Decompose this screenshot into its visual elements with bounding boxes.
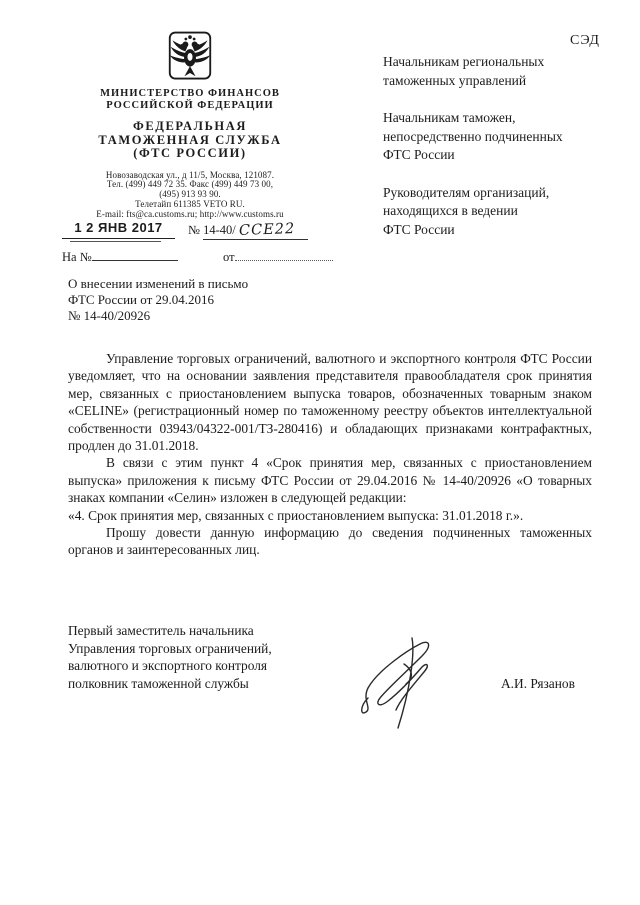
blank-line [92, 248, 178, 261]
recipient-line: непосредственно подчиненных [383, 128, 563, 144]
recipient-line: находящихся в ведении [383, 203, 518, 218]
ministry-line: МИНИСТЕРСТВО ФИНАНСОВ [100, 88, 280, 99]
subject-line: О внесении изменений в письмо [68, 276, 249, 291]
signer-name: А.И. Рязанов [501, 676, 575, 691]
recipients-block [383, 53, 618, 258]
agency-line: (ФТС РОССИИ) [133, 146, 247, 160]
na-label: На № [62, 250, 92, 264]
recipient-line: Начальникам региональных [383, 54, 545, 69]
recipient-line: таможенных управлений [383, 72, 527, 88]
agency-line: ФЕДЕРАЛЬНАЯ [132, 119, 248, 133]
recipient [383, 184, 618, 240]
blank-line [235, 248, 333, 261]
recipient-line: ФТС России [383, 221, 455, 237]
signer-title [68, 622, 272, 692]
body-paragraph: Прошу довести данную информацию до сведения подчиненных таможенных органов и заинтересованных лиц. [68, 525, 592, 558]
phone-line: (495) 913 93 90. [159, 189, 221, 200]
outgoing-number [188, 222, 308, 240]
agency-name [65, 120, 315, 161]
handwritten-signature [352, 634, 464, 735]
recipient-line: Начальникам таможен, [383, 110, 516, 125]
handwritten-number: ССЕ22 [238, 221, 296, 239]
sed-mark: СЭД [570, 33, 600, 48]
reply-to-number [62, 248, 178, 265]
number-prefix: 14-40/ [203, 223, 239, 237]
ministry-line: РОССИЙСКОЙ ФЕДЕРАЦИИ [106, 99, 274, 111]
body-paragraph: В связи с этим пункт 4 «Срок принятия мер, связанных с приостановлением выпуска» приложения к письму ФТС России от 29.04.2016 № 14-40/20926 «О товарных знаках компании «Селин» изложен в следующей редакции: [68, 455, 592, 506]
recipient-line: ФТС России [383, 147, 455, 162]
subject-block [68, 276, 248, 324]
signer-title-line: Первый заместитель начальника [68, 623, 254, 638]
contact-block [65, 171, 315, 220]
letter-body [68, 350, 592, 559]
recipient-line: Руководителям организаций, [383, 184, 550, 200]
recipient [383, 53, 618, 90]
signer-title-line: полковник таможенной службы [68, 675, 249, 691]
date-stamp: 1 2 ЯНВ 2017 [62, 220, 175, 239]
letterhead [65, 31, 315, 219]
ministry-name [65, 88, 315, 111]
signer-title-line: Управления торговых ограничений, [68, 640, 272, 656]
teletype-line: Телетайп 611385 VETO RU. [135, 198, 245, 209]
subject-line: ФТС России от 29.04.2016 [68, 292, 215, 307]
body-paragraph: «4. Срок принятия мер, связанных с приостановлением выпуска: 31.01.2018 г.». [68, 507, 524, 523]
ot-label: от [223, 250, 235, 264]
reply-to-date [223, 248, 333, 265]
address-line: Новозаводская ул., д 11/5, Москва, 121087. [105, 169, 275, 180]
body-paragraph: Управление торговых ограничений, валютного и экспортного контроля ФТС России уведомляет, что на основании заявления представителя правообладателя срок принятия мер, связанных с приостановлением выпуска товаров, обозначенных товарным знаком «CELINE» (регистрационный номер по таможенному реестру объектов интеллектуальной собственности 03943/04322-001/ТЗ-280416) и обладающих признаками контрафактных, продлен до 31.01.2018. [68, 351, 592, 454]
number-sign: № [188, 223, 204, 237]
signer-title-line: валютного и экспортного контроля [68, 658, 268, 674]
phone-line: Тел. (499) 449 72 35. Факс (499) 449 73 00, [106, 179, 274, 190]
email-line: E-mail: fts@ca.customs.ru; http://www.customs.ru [96, 208, 284, 219]
recipient [383, 109, 618, 165]
agency-line: ТАМОЖЕННАЯ СЛУЖБА [98, 132, 282, 147]
subject-line: № 14-40/20926 [68, 308, 151, 323]
russia-coat-of-arms-icon [167, 31, 213, 81]
